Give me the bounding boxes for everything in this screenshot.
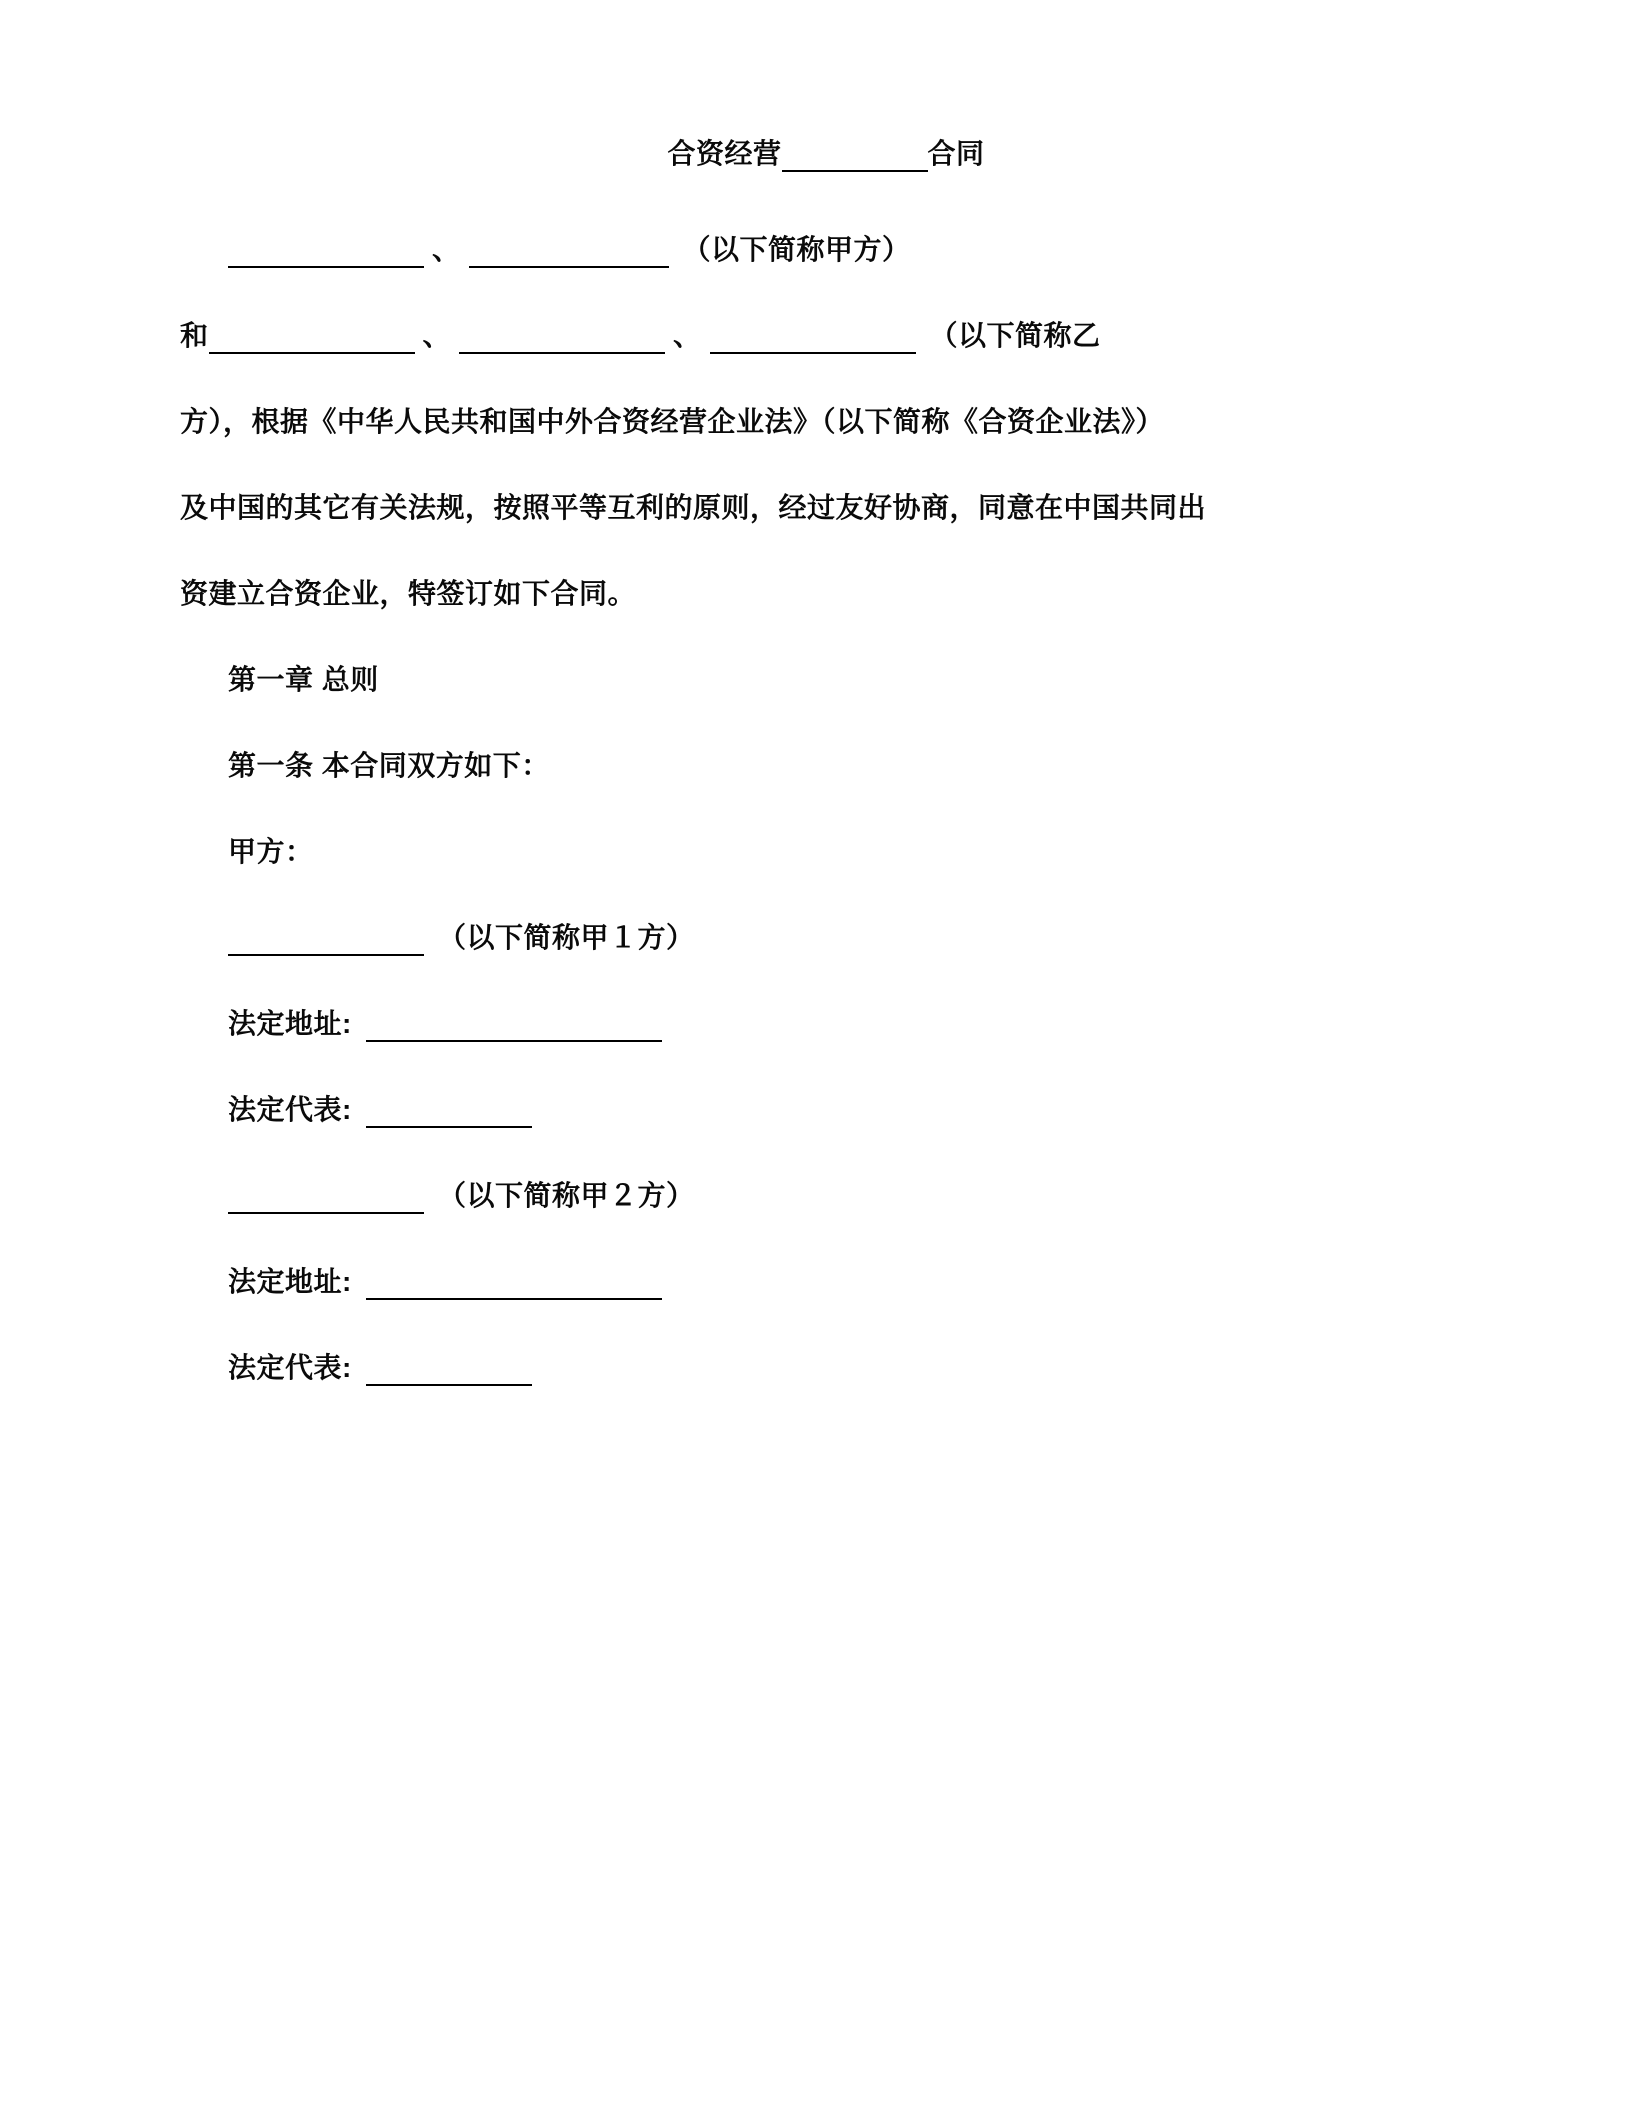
party-b-shortname-text: （以下简称乙 — [929, 320, 1101, 351]
party-a2-legal-address-blank — [366, 1268, 662, 1300]
party-a-name-blank-1 — [228, 236, 424, 268]
chapter-1-heading: 第一章 总则 — [228, 664, 379, 695]
party-a2-legal-representative-line — [180, 1350, 1472, 1386]
legal-address-label: 法定地址: — [228, 1008, 352, 1039]
legal-representative-label: 法定代表: — [228, 1094, 352, 1125]
party-a1-shortname-text: （以下简称甲１方） — [438, 922, 695, 953]
party-b-name-blank-1 — [209, 322, 415, 354]
party-b-intro-line — [180, 318, 1472, 354]
party-a1-name-line — [180, 920, 1472, 956]
title-text-left: 合资经营 — [667, 138, 782, 169]
party-a-shortname-text: （以下简称甲方） — [682, 234, 911, 265]
party-a1-legal-representative-line — [180, 1092, 1472, 1128]
party-a2-name-line — [180, 1178, 1472, 1214]
legal-representative-label: 法定代表: — [228, 1352, 352, 1383]
party-a1-legal-representative-blank — [366, 1096, 532, 1128]
party-a-section-label: 甲方： — [228, 836, 314, 867]
party-a1-legal-address-blank — [366, 1010, 662, 1042]
party-a2-legal-address-line — [180, 1264, 1472, 1300]
party-b-name-blank-2 — [459, 322, 665, 354]
legal-address-label: 法定地址: — [228, 1266, 352, 1297]
article-1-heading: 第一条 本合同双方如下： — [228, 750, 550, 781]
party-a1-name-blank — [228, 924, 424, 956]
intro-paragraph-line-3: 方），根据《中华人民共和国中外合资经营企业法》（以下简称《合资企业法》） — [180, 406, 1165, 437]
separator-caesura: 、 — [422, 320, 452, 351]
party-a2-legal-representative-blank — [366, 1354, 532, 1386]
party-a2-name-blank — [228, 1182, 424, 1214]
party-a-intro-line — [180, 232, 1472, 268]
party-a-name-blank-2 — [469, 236, 669, 268]
party-b-prefix-text: 和 — [180, 320, 209, 351]
separator-caesura: 、 — [673, 320, 702, 351]
separator-caesura: 、 — [432, 234, 461, 265]
party-a2-shortname-text: （以下简称甲２方） — [438, 1180, 695, 1211]
party-a1-legal-address-line — [180, 1006, 1472, 1042]
title-blank-field — [782, 140, 928, 172]
intro-paragraph-line-5: 资建立合资企业，特签订如下合同。 — [180, 578, 637, 609]
contract-title — [180, 136, 1472, 172]
party-b-name-blank-3 — [710, 322, 916, 354]
title-text-right: 合同 — [927, 138, 985, 169]
intro-paragraph-line-4: 及中国的其它有关法规，按照平等互利的原则，经过友好协商，同意在中国共同出 — [180, 492, 1207, 523]
